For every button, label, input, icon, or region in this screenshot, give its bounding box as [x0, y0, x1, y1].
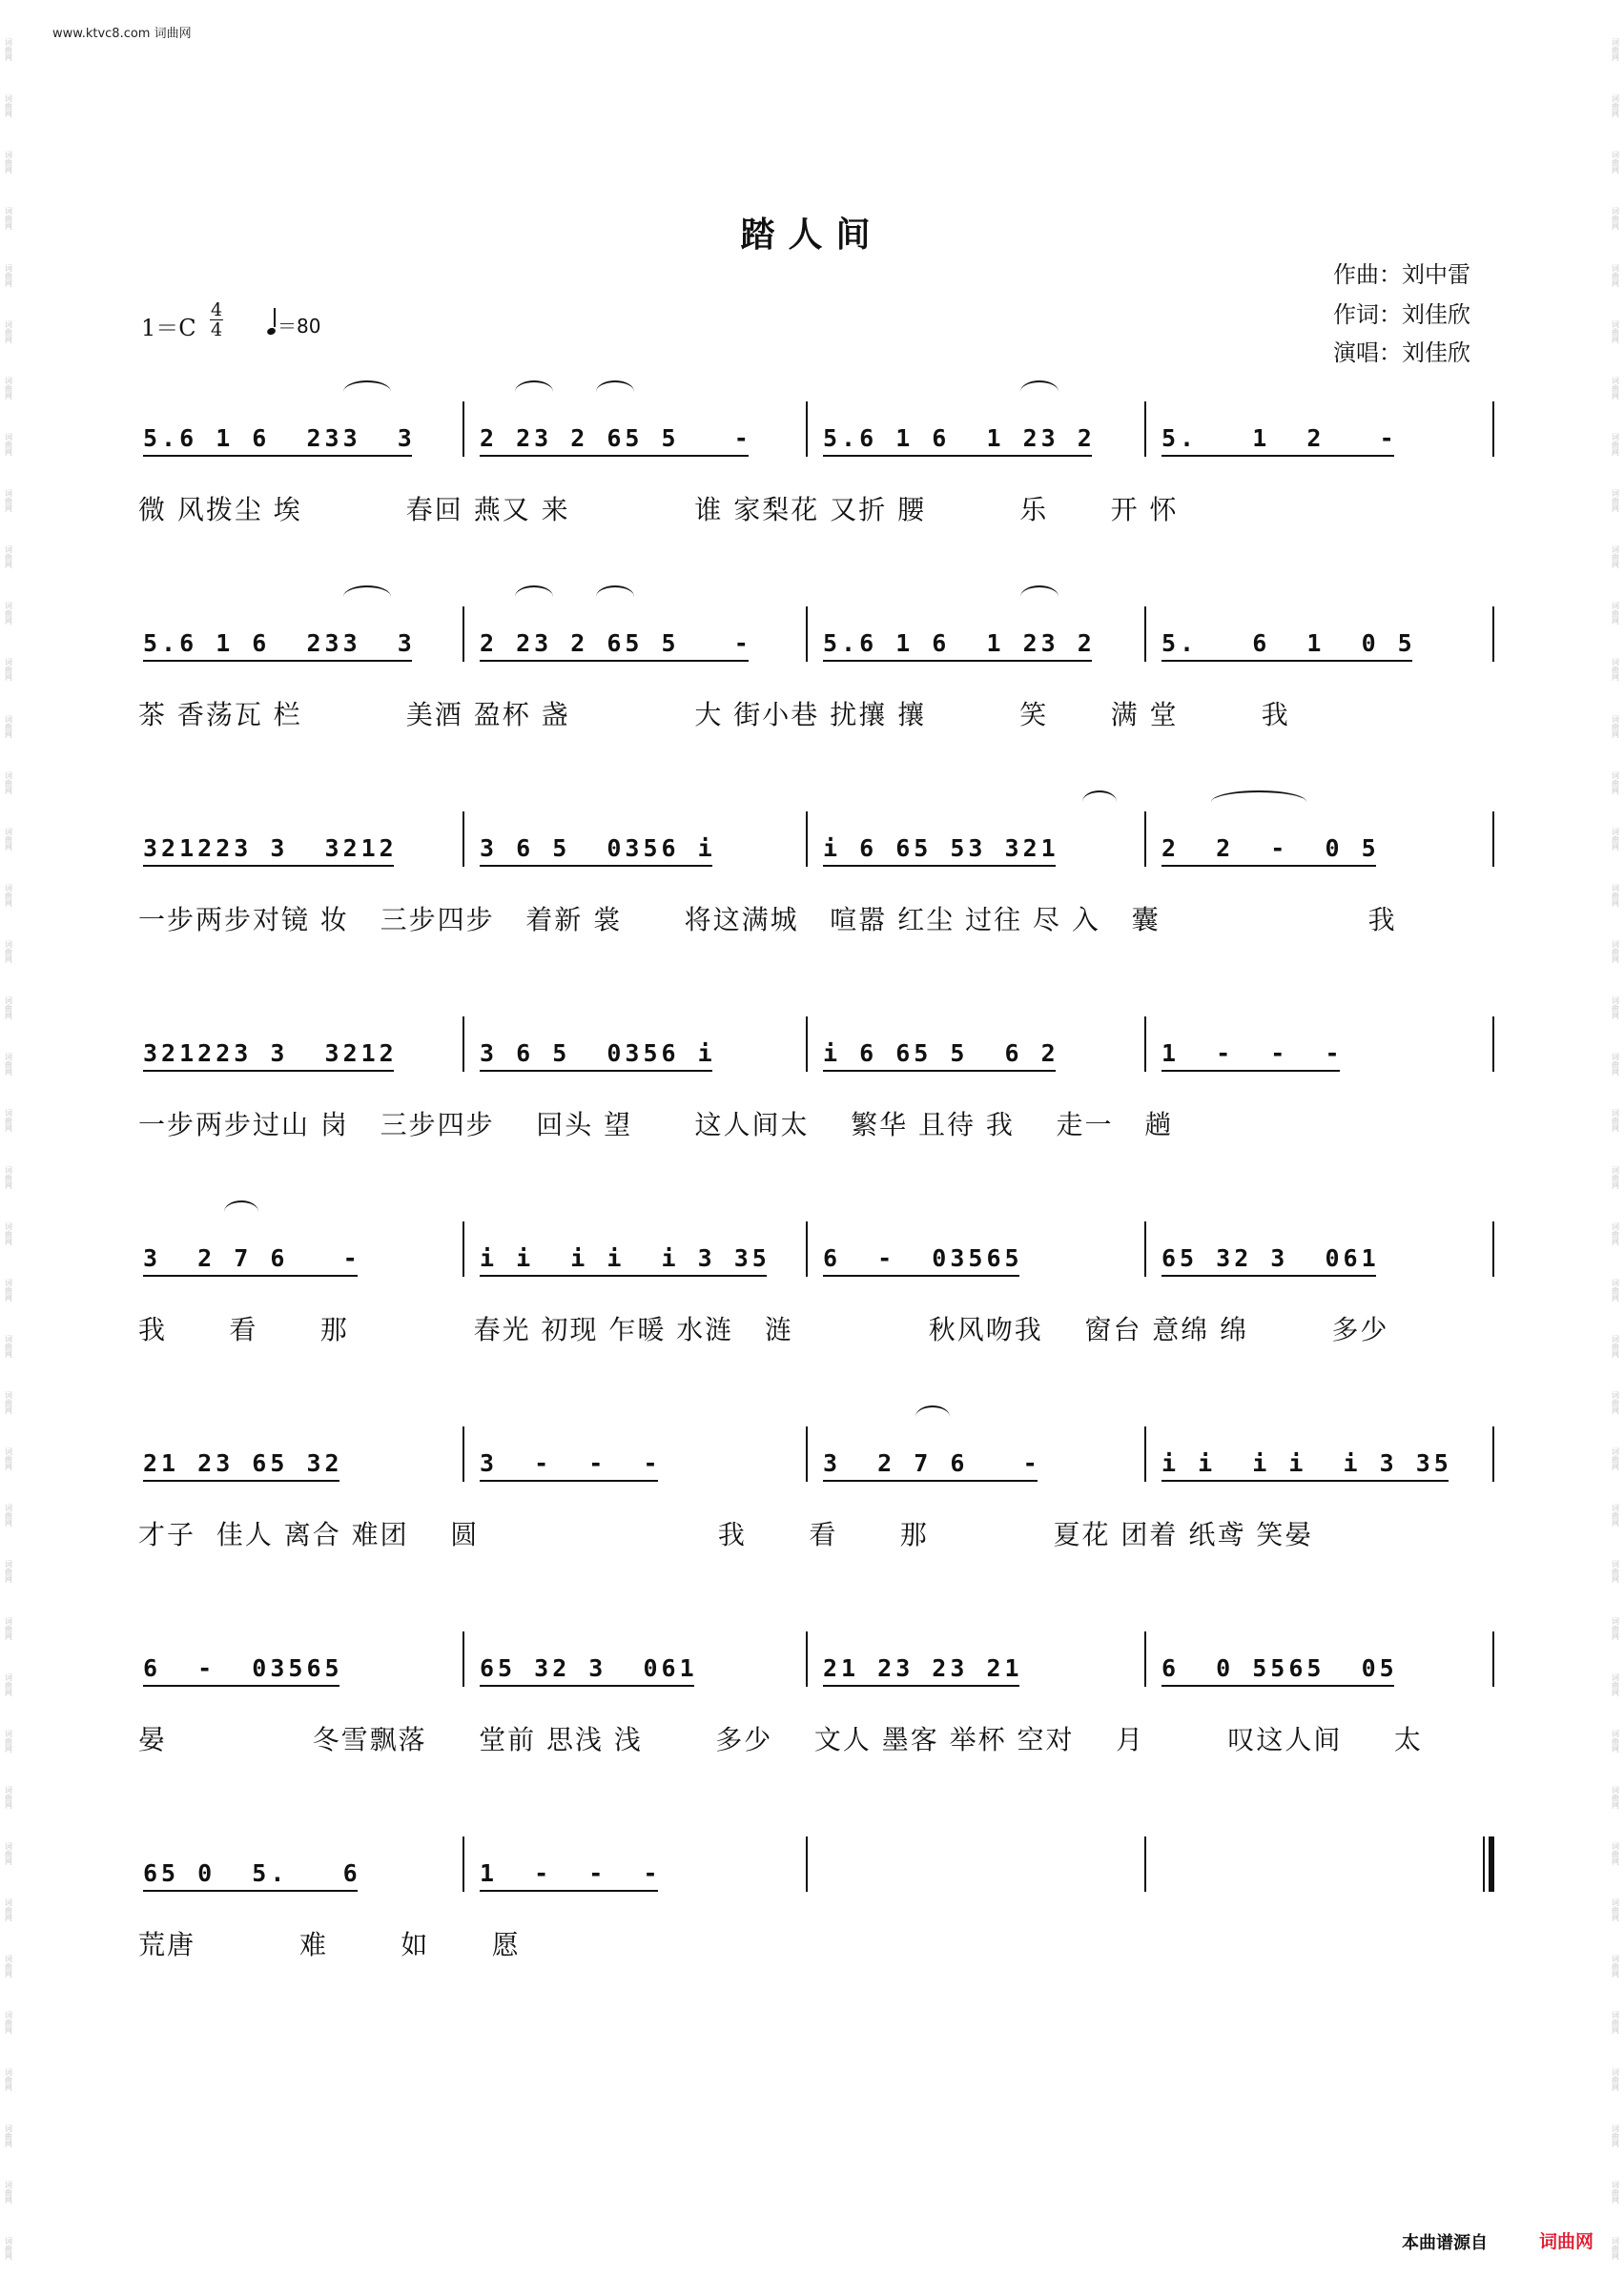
side-watermark-text: 词曲网 [1611, 602, 1620, 626]
measure: 3 2 7 6 - [823, 1449, 1041, 1477]
barline [1144, 811, 1153, 867]
side-watermark-text: 词曲网 [1611, 263, 1620, 287]
side-watermark-text: 词曲网 [4, 2011, 13, 2035]
score-system [138, 1859, 1497, 2002]
side-watermark-text: 词曲网 [1611, 1053, 1620, 1077]
barline [806, 606, 814, 662]
side-watermark-text: 词曲网 [1611, 1729, 1620, 1753]
barline [463, 606, 471, 662]
score-system [138, 1449, 1497, 1592]
side-watermark-text: 词曲网 [1611, 1221, 1620, 1245]
footer-source: 本曲谱源自 [1402, 2233, 1488, 2253]
notation-line [138, 1859, 1497, 1917]
lyrics-line: 一步两步过山 岗 三步四步 回头 望 这人间太 繁华 且待 我 走一 趟 [138, 1109, 1174, 1140]
barline [806, 811, 814, 867]
side-watermark-text: 词曲网 [4, 2180, 13, 2204]
side-watermark-text: 词曲网 [4, 545, 13, 569]
side-watermark-text: 词曲网 [4, 1165, 13, 1189]
measure: 65 32 3 061 [480, 1654, 698, 1682]
side-watermark-text: 词曲网 [1611, 2011, 1620, 2035]
notation-line [138, 1654, 1497, 1712]
left-watermark-strip [2, 38, 15, 2260]
score-system [138, 1654, 1497, 1797]
score-system [138, 424, 1497, 567]
time-signature-top: 4 [210, 299, 223, 320]
side-watermark-text: 词曲网 [1611, 770, 1620, 794]
key-signature: 1＝C [141, 315, 196, 341]
singer-credit: 演唱：刘佳欣 [1333, 339, 1470, 366]
side-watermark-text: 词曲网 [4, 996, 13, 1020]
side-watermark-text: 词曲网 [1611, 2067, 1620, 2091]
tempo-value: ＝80 [278, 315, 321, 338]
side-watermark-text: 词曲网 [1611, 1898, 1620, 1922]
lyrics-line: 荒唐 难 如 愿 [138, 1929, 521, 1960]
tie-arc [224, 1200, 258, 1223]
side-watermark-text: 词曲网 [1611, 489, 1620, 512]
side-watermark-text: 词曲网 [4, 1898, 13, 1922]
side-watermark-text: 词曲网 [1611, 996, 1620, 1020]
footer-brand-logo: 词曲网 [1539, 2231, 1594, 2252]
measure: 3 6 5 0356 i [480, 1039, 716, 1067]
lyricist-credit: 作词：刘佳欣 [1333, 301, 1470, 328]
time-signature-bottom: 4 [210, 319, 223, 340]
side-watermark-text: 词曲网 [4, 1616, 13, 1640]
tie-arc [1082, 790, 1117, 813]
measure: 321223 3 3212 [143, 834, 398, 862]
lyrics-line: 晏 冬雪飘落 堂前 思浅 浅 多少 文人 墨客 举杯 空对 月 叹这人间 太 [138, 1724, 1423, 1755]
side-watermark-text: 词曲网 [4, 1560, 13, 1584]
side-watermark-text: 词曲网 [4, 151, 13, 174]
tie-arc [915, 1405, 950, 1428]
lyrics-line: 微 风拨尘 埃 春回 燕又 来 谁 家梨花 又折 腰 乐 开 怀 [138, 494, 1179, 525]
side-watermark-text: 词曲网 [1611, 940, 1620, 963]
side-watermark-text: 词曲网 [4, 1672, 13, 1696]
barline [1144, 606, 1153, 662]
notation-line [138, 834, 1497, 892]
tie-arc [1020, 380, 1059, 403]
side-watermark-text: 词曲网 [1611, 38, 1620, 61]
side-watermark-text: 词曲网 [4, 2067, 13, 2091]
side-watermark-text: 词曲网 [1611, 2236, 1620, 2260]
side-watermark-text: 词曲网 [1611, 1278, 1620, 1302]
measure: 321223 3 3212 [143, 1039, 398, 1067]
measure: 3 6 5 0356 i [480, 834, 716, 862]
side-watermark-text: 词曲网 [1611, 658, 1620, 682]
measure: 3 - - - [480, 1449, 662, 1477]
right-watermark-strip [1609, 38, 1622, 2260]
tie-arc [343, 585, 391, 608]
side-watermark-text: 词曲网 [1611, 2123, 1620, 2147]
side-watermark-text: 词曲网 [4, 319, 13, 343]
measure: i i i i i 3 35 [480, 1244, 771, 1272]
measure: 21 23 65 32 [143, 1449, 343, 1477]
side-watermark-text: 词曲网 [4, 658, 13, 682]
side-watermark-text: 词曲网 [1611, 1785, 1620, 1809]
side-watermark-text: 词曲网 [4, 1053, 13, 1077]
lyrics-line: 一步两步对镜 妆 三步四步 着新 裳 将这满城 喧嚣 红尘 过往 尽 入 囊 我 [138, 904, 1397, 935]
side-watermark-text: 词曲网 [1611, 1109, 1620, 1133]
notation-line [138, 1039, 1497, 1097]
side-watermark-text: 词曲网 [4, 1447, 13, 1471]
measure: 2 2 - 0 5 [1161, 834, 1380, 862]
side-watermark-text: 词曲网 [1611, 1165, 1620, 1189]
side-watermark-text: 词曲网 [4, 38, 13, 61]
tie-arc [596, 585, 634, 608]
barline [806, 1631, 814, 1687]
barline [1144, 1631, 1153, 1687]
tie-arc [1211, 790, 1306, 813]
lyrics-line: 我 看 那 春光 初现 乍暖 水涟 涟 秋风吻我 窗台 意绵 绵 多少 [138, 1314, 1389, 1345]
barline [1492, 1221, 1501, 1277]
side-watermark-text: 词曲网 [4, 1504, 13, 1528]
side-watermark-text: 词曲网 [4, 1334, 13, 1358]
side-watermark-text: 词曲网 [1611, 883, 1620, 907]
barline [1144, 1426, 1153, 1482]
side-watermark-text: 词曲网 [4, 1842, 13, 1865]
barline [1144, 401, 1153, 457]
side-watermark-text: 词曲网 [1611, 1955, 1620, 1979]
side-watermark-text: 词曲网 [1611, 207, 1620, 231]
measure: i 6 65 53 321 [823, 834, 1059, 862]
measure: i i i i i 3 35 [1161, 1449, 1452, 1477]
final-barline [1483, 1836, 1496, 1892]
side-watermark-text: 词曲网 [4, 489, 13, 512]
barline [806, 1426, 814, 1482]
side-watermark-text: 词曲网 [1611, 1447, 1620, 1471]
song-title: 踏人间 [740, 215, 884, 255]
barline [1492, 811, 1501, 867]
measure: 5.6 1 6 233 3 [143, 424, 416, 452]
time-signature [210, 300, 223, 339]
side-watermark-text: 词曲网 [4, 940, 13, 963]
barline [1144, 1221, 1153, 1277]
barline [463, 1221, 471, 1277]
barline [1492, 1016, 1501, 1072]
barline [1144, 1016, 1153, 1072]
measure: 5.6 1 6 1 23 2 [823, 629, 1096, 657]
measure: 1 - - - [480, 1859, 662, 1887]
barline [806, 401, 814, 457]
tie-arc [343, 380, 391, 403]
side-watermark-text: 词曲网 [1611, 1616, 1620, 1640]
measure: 5.6 1 6 1 23 2 [823, 424, 1096, 452]
barline [1492, 1426, 1501, 1482]
tie-arc [515, 585, 553, 608]
measure: 3 2 7 6 - [143, 1244, 361, 1272]
side-watermark-text: 词曲网 [4, 1955, 13, 1979]
side-watermark-text: 词曲网 [4, 602, 13, 626]
side-watermark-text: 词曲网 [1611, 151, 1620, 174]
side-watermark-text: 词曲网 [4, 1221, 13, 1245]
measure: 6 - 03565 [143, 1654, 343, 1682]
side-watermark-text: 词曲网 [4, 1109, 13, 1133]
barline [463, 1426, 471, 1482]
side-watermark-text: 词曲网 [4, 1785, 13, 1809]
side-watermark-text: 词曲网 [1611, 545, 1620, 569]
barline [463, 401, 471, 457]
side-watermark-text: 词曲网 [4, 263, 13, 287]
measure: 65 0 5. 6 [143, 1859, 361, 1887]
tie-arc [1020, 585, 1059, 608]
side-watermark-text: 词曲网 [4, 827, 13, 851]
side-watermark-text: 词曲网 [4, 1729, 13, 1753]
composer-credit: 作曲：刘中雷 [1333, 261, 1470, 288]
side-watermark-text: 词曲网 [1611, 1560, 1620, 1584]
side-watermark-text: 词曲网 [1611, 1334, 1620, 1358]
measure: 2 23 2 65 5 - [480, 629, 752, 657]
side-watermark-text: 词曲网 [4, 207, 13, 231]
barline [1492, 401, 1501, 457]
side-watermark-text: 词曲网 [1611, 94, 1620, 118]
measure: 5. 1 2 - [1161, 424, 1398, 452]
barline [1144, 1836, 1153, 1892]
side-watermark-text: 词曲网 [1611, 1391, 1620, 1414]
measure: 6 - 03565 [823, 1244, 1023, 1272]
lyrics-line: 才子 佳人 离合 难团 圆 我 看 那 夏花 团着 纸鸢 笑晏 [138, 1519, 1314, 1550]
notation-line [138, 1244, 1497, 1302]
score-system [138, 1244, 1497, 1387]
side-watermark-text: 词曲网 [1611, 1842, 1620, 1865]
barline [806, 1836, 814, 1892]
measure: 65 32 3 061 [1161, 1244, 1380, 1272]
measure: i 6 65 5 6 2 [823, 1039, 1059, 1067]
tie-arc [515, 380, 553, 403]
notation-line [138, 629, 1497, 687]
side-watermark-text: 词曲网 [1611, 432, 1620, 456]
side-watermark-text: 词曲网 [4, 883, 13, 907]
tempo-marking [267, 311, 320, 338]
notation-line [138, 1449, 1497, 1507]
side-watermark-text: 词曲网 [1611, 376, 1620, 400]
barline [463, 1016, 471, 1072]
barline [463, 811, 471, 867]
measure: 21 23 23 21 [823, 1654, 1023, 1682]
side-watermark-text: 词曲网 [4, 94, 13, 118]
side-watermark-text: 词曲网 [1611, 827, 1620, 851]
site-watermark: www.ktvc8.com 词曲网 [52, 27, 192, 41]
notation-line [138, 424, 1497, 482]
side-watermark-text: 词曲网 [4, 1278, 13, 1302]
score-system [138, 629, 1497, 772]
side-watermark-text: 词曲网 [4, 714, 13, 738]
measure: 2 23 2 65 5 - [480, 424, 752, 452]
barline [1492, 1631, 1501, 1687]
barline [463, 1631, 471, 1687]
side-watermark-text: 词曲网 [4, 432, 13, 456]
side-watermark-text: 词曲网 [1611, 319, 1620, 343]
score-system [138, 834, 1497, 977]
lyrics-line: 茶 香荡瓦 栏 美酒 盈杯 盏 大 街小巷 扰攘 攘 笑 满 堂 我 [138, 699, 1290, 730]
tie-arc [596, 380, 634, 403]
quarter-note-icon [266, 327, 277, 337]
barline [806, 1221, 814, 1277]
measure: 5. 6 1 0 5 [1161, 629, 1416, 657]
barline [806, 1016, 814, 1072]
side-watermark-text: 词曲网 [1611, 1504, 1620, 1528]
barline [1492, 606, 1501, 662]
side-watermark-text: 词曲网 [4, 2123, 13, 2147]
barline [463, 1836, 471, 1892]
side-watermark-text: 词曲网 [4, 2236, 13, 2260]
measure: 1 - - - [1161, 1039, 1344, 1067]
side-watermark-text: 词曲网 [4, 1391, 13, 1414]
side-watermark-text: 词曲网 [4, 770, 13, 794]
score-system [138, 1039, 1497, 1182]
side-watermark-text: 词曲网 [1611, 714, 1620, 738]
measure: 6 0 5565 05 [1161, 1654, 1398, 1682]
side-watermark-text: 词曲网 [1611, 1672, 1620, 1696]
side-watermark-text: 词曲网 [1611, 2180, 1620, 2204]
side-watermark-text: 词曲网 [4, 376, 13, 400]
measure: 5.6 1 6 233 3 [143, 629, 416, 657]
